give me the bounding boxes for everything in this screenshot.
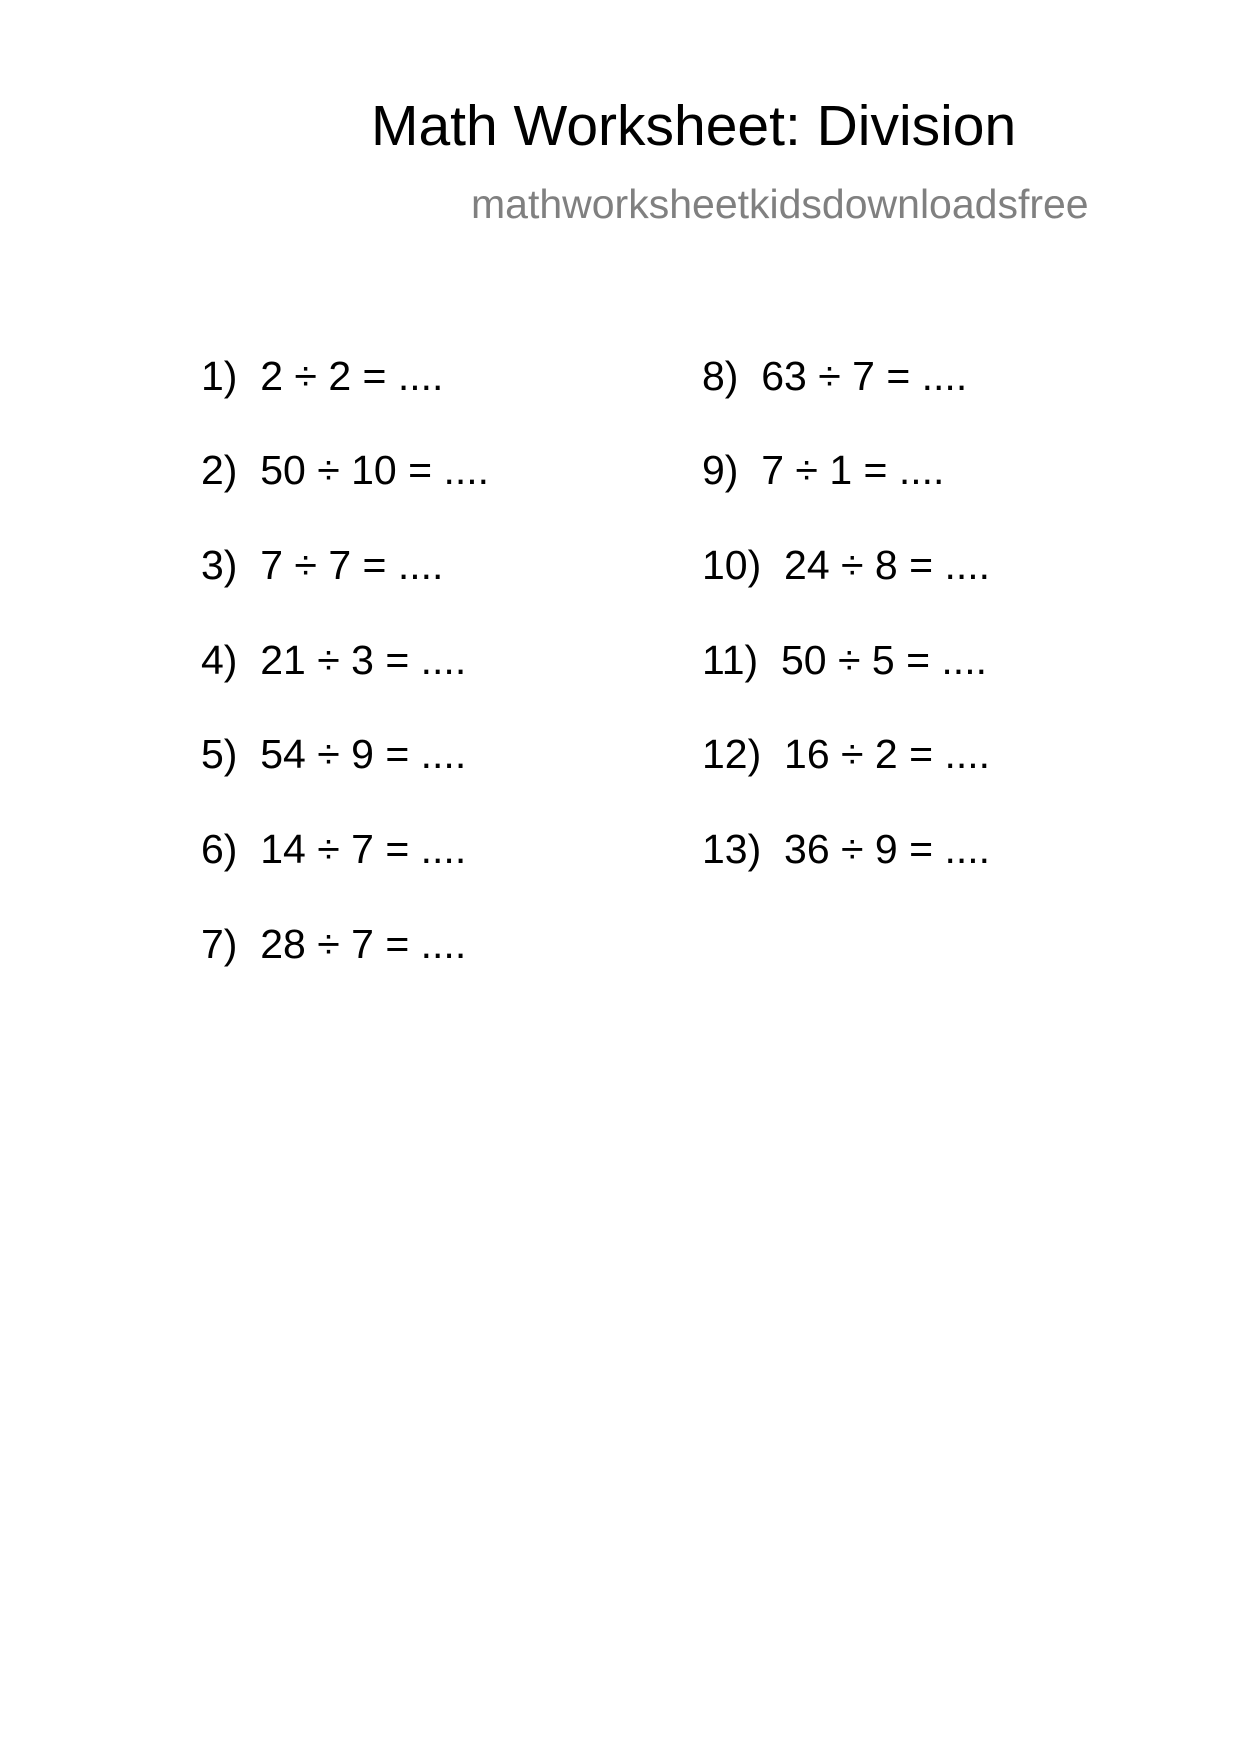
worksheet-title: Math Worksheet: Division <box>371 94 1017 158</box>
worksheet-subtitle: mathworksheetkidsdownloadsfree <box>471 181 1089 227</box>
problem-2: 2) 50 ÷ 10 = .... <box>201 447 490 493</box>
problem-1: 1) 2 ÷ 2 = .... <box>201 353 444 399</box>
problem-12: 12) 16 ÷ 2 = .... <box>702 731 991 777</box>
problem-7: 7) 28 ÷ 7 = .... <box>201 921 467 967</box>
problem-13: 13) 36 ÷ 9 = .... <box>702 826 991 872</box>
problem-6: 6) 14 ÷ 7 = .... <box>201 826 467 872</box>
problem-9: 9) 7 ÷ 1 = .... <box>702 447 945 493</box>
problem-8: 8) 63 ÷ 7 = .... <box>702 353 968 399</box>
problem-11: 11) 50 ÷ 5 = .... <box>702 637 987 683</box>
problem-5: 5) 54 ÷ 9 = .... <box>201 731 467 777</box>
problem-3: 3) 7 ÷ 7 = .... <box>201 542 444 588</box>
problem-4: 4) 21 ÷ 3 = .... <box>201 637 467 683</box>
problem-10: 10) 24 ÷ 8 = .... <box>702 542 991 588</box>
